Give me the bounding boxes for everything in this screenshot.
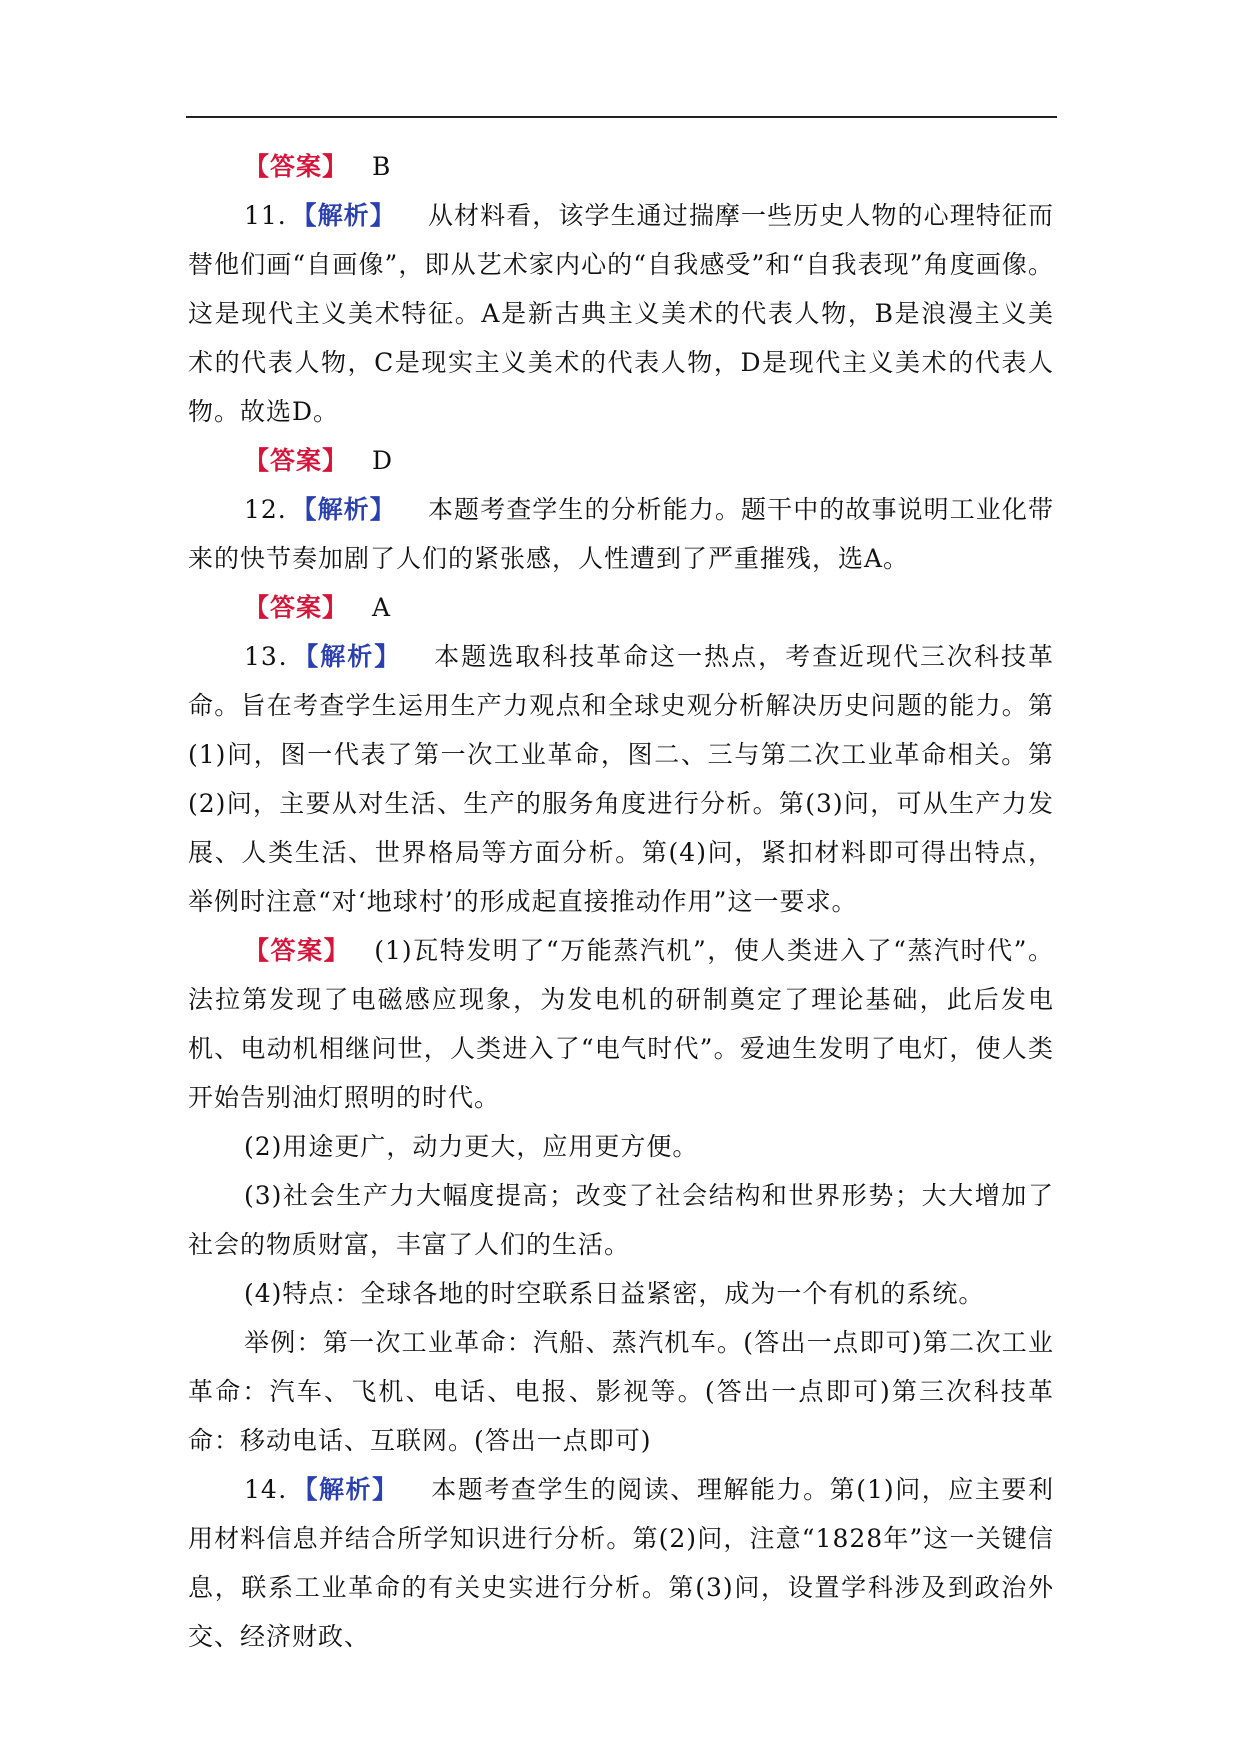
analysis-14 <box>188 1465 1054 1661</box>
answer-text: (1)瓦特发明了“万能蒸汽机”，使人类进入了“蒸汽时代”。法拉第发现了电磁感应现象，为发电机的研制奠定了理论基础，此后发电机、电动机相继问世，人类进入了“电气时代”。爱迪生发明了电灯，使人类开始告别油灯照明的时代。 <box>188 936 1054 1112</box>
answer-label: 【答案】 <box>244 446 349 475</box>
analysis-12 <box>188 485 1054 583</box>
question-number: 14． <box>244 1475 305 1504</box>
answer-label: 【答案】 <box>244 593 349 622</box>
question-number: 11． <box>244 201 304 230</box>
question-number: 12． <box>244 495 304 524</box>
answer-13-part-4: (4)特点：全球各地的时空联系日益紧密，成为一个有机的系统。 <box>244 1279 985 1308</box>
answer-label: 【答案】 <box>244 152 349 181</box>
answer-12 <box>188 583 1054 632</box>
analysis-label: 【解析】 <box>304 201 396 230</box>
analysis-label: 【解析】 <box>304 495 396 524</box>
answer-13-examples: 举例：第一次工业革命：汽船、蒸汽机车。(答出一点即可)第二次工业革命：汽车、飞机、电话、电报、影视等。(答出一点即可)第三次科技革命：移动电话、互联网。(答出一点即可) <box>188 1328 1054 1455</box>
answer-text: D <box>372 446 394 475</box>
header-rule <box>186 116 1057 118</box>
analysis-label: 【解析】 <box>304 1475 399 1504</box>
answer-13-part-3: (3)社会生产力大幅度提高；改变了社会结构和世界形势；大大增加了社会的物质财富，丰富了人们的生活。 <box>188 1181 1054 1259</box>
answer-13 <box>188 926 1054 1122</box>
analysis-text: 本题选取科技革命这一热点，考查近现代三次科技革命。旨在考查学生运用生产力观点和全球史观分析解决历史问题的能力。第(1)问，图一代表了第一次工业革命，图二、三与第二次工业革命相关。第(2)问，主要从对生活、生产的服务角度进行分析。第(3)问，可从生产力发展、人类生活、世界格局等方面分析。第(4)问，紧扣材料即可得出特点，举例时注意“对‘地球村’的形成起直接推动作用”这一要求。 <box>188 642 1054 916</box>
analysis-text: 本题考查学生的分析能力。题干中的故事说明工业化带来的快节奏加剧了人们的紧张感，人性遭到了严重摧残，选A。 <box>188 495 1054 573</box>
analysis-13 <box>188 632 1054 926</box>
analysis-text: 本题考查学生的阅读、理解能力。第(1)问，应主要利用材料信息并结合所学知识进行分析。第(2)问，注意“1828年”这一关键信息，联系工业革命的有关史实进行分析。第(3)问，设置学科涉及到政治外交、经济财政、 <box>188 1475 1054 1651</box>
analysis-label: 【解析】 <box>305 642 402 671</box>
question-number: 13． <box>244 642 306 671</box>
analysis-11 <box>188 191 1054 436</box>
answer-11 <box>188 436 1054 485</box>
answer-13-part-2: (2)用途更广，动力更大，应用更方便。 <box>244 1132 699 1161</box>
answer-text: A <box>372 593 392 622</box>
answer-text: B <box>372 152 392 181</box>
answer-label: 【答案】 <box>244 936 351 965</box>
document-body <box>188 142 1054 1661</box>
answer-10 <box>188 142 1054 191</box>
analysis-text: 从材料看，该学生通过揣摩一些历史人物的心理特征而替他们画“自画像”，即从艺术家内心的“自我感受”和“自我表现”角度画像。这是现代主义美术特征。A是新古典主义美术的代表人物，B是浪漫主义美术的代表人物，C是现实主义美术的代表人物，D是现代主义美术的代表人物。故选D。 <box>188 201 1054 426</box>
